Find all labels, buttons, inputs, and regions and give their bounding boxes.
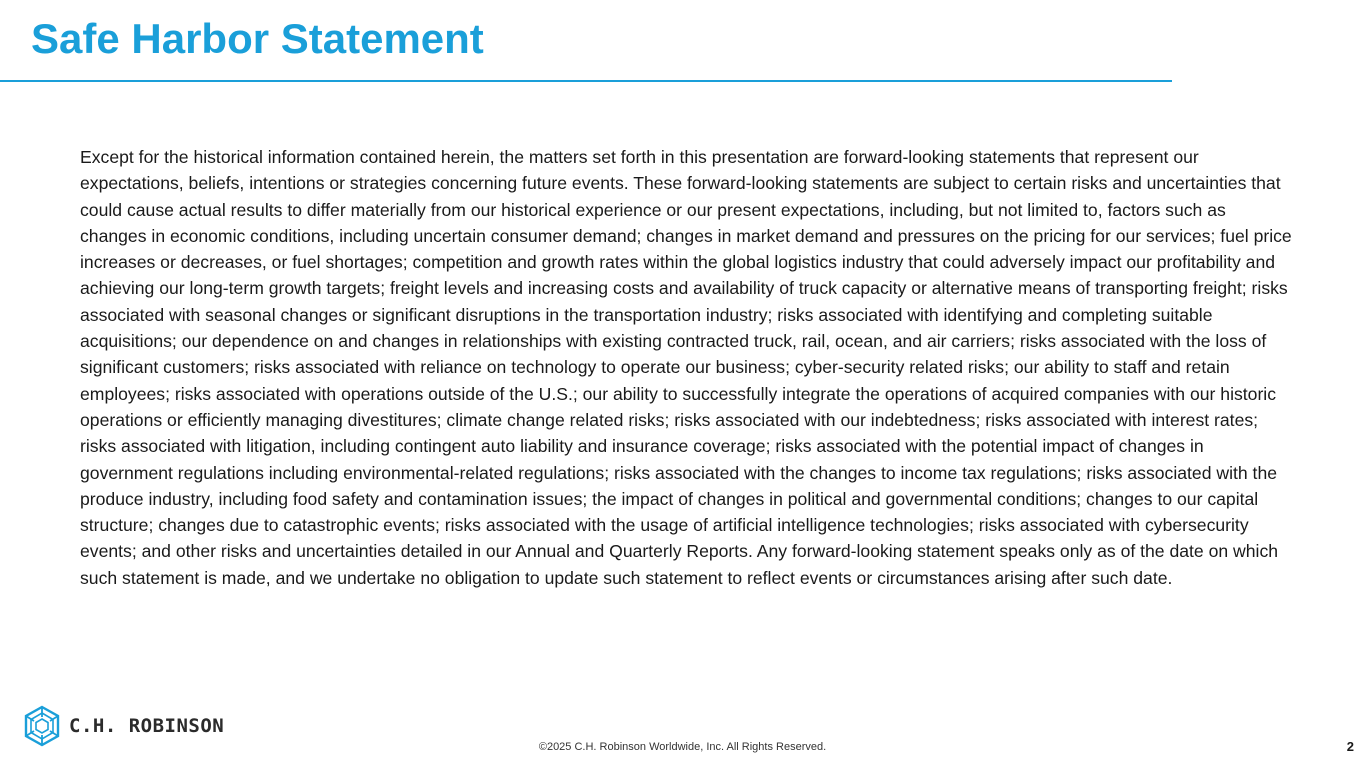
copyright-notice [0, 741, 1365, 753]
page-number: 2 [1346, 739, 1354, 754]
logo-wordmark: C.H. ROBINSON [69, 715, 225, 737]
title-divider [0, 80, 1172, 82]
safe-harbor-body: Except for the historical information contained herein, the matters set forth in this presentation are forward-looking statements that represent our expectations, beliefs, intentions or strategies concerning future events. These forward-looking statements are subject to certain risks and uncertainties that could cause actual results to differ materially from our historical experience or our present expectations, including, but not limited to, factors such as changes in economic conditions, including uncertain consumer demand; changes in market demand and pressures on the pricing for our services; fuel price increases or decreases, or fuel shortages; competition and growth rates within the global logistics industry that could adversely impact our profitability and achieving our long-term growth targets; freight levels and increasing costs and availability of truck capacity or alternative means of transporting freight; risks associated with seasonal changes or significant disruptions in the transportation industry; risks associated with identifying and completing suitable acquisitions; our dependence on and changes in relationships with existing contracted truck, rail, ocean, and air carriers; risks associated with the loss of significant customers; risks associated with reliance on technology to operate our business; cyber-security related risks; our ability to staff and retain employees; risks associated with operations outside of the U.S.; our ability to successfully integrate the operations of acquired companies with our historic operations or efficiently managing divestitures; climate change related risks; risks associated with our indebtedness; risks associated with interest rates; risks associated with litigation, including contingent auto liability and insurance coverage; risks associated with the potential impact of changes in government regulations including environmental-related regulations; risks associated with the changes to income tax regulations; risks associated with the produce industry, including food safety and contamination issues; the impact of changes in political and governmental conditions; changes to our capital structure; changes due to catastrophic events; risks associated with the usage of artificial intelligence technologies; risks associated with cybersecurity events; and other risks and uncertainties detailed in our Annual and Quarterly Reports. Any forward-looking statement speaks only as of the date on which such statement is made, and we undertake no obligation to update such statement to reflect events or circumstances arising after such date. [80, 147, 1292, 588]
copyright-text: ©2025 C.H. Robinson Worldwide, Inc. All Rights Reserved. [538, 741, 827, 753]
slide-title: Safe Harbor Statement [31, 15, 484, 62]
